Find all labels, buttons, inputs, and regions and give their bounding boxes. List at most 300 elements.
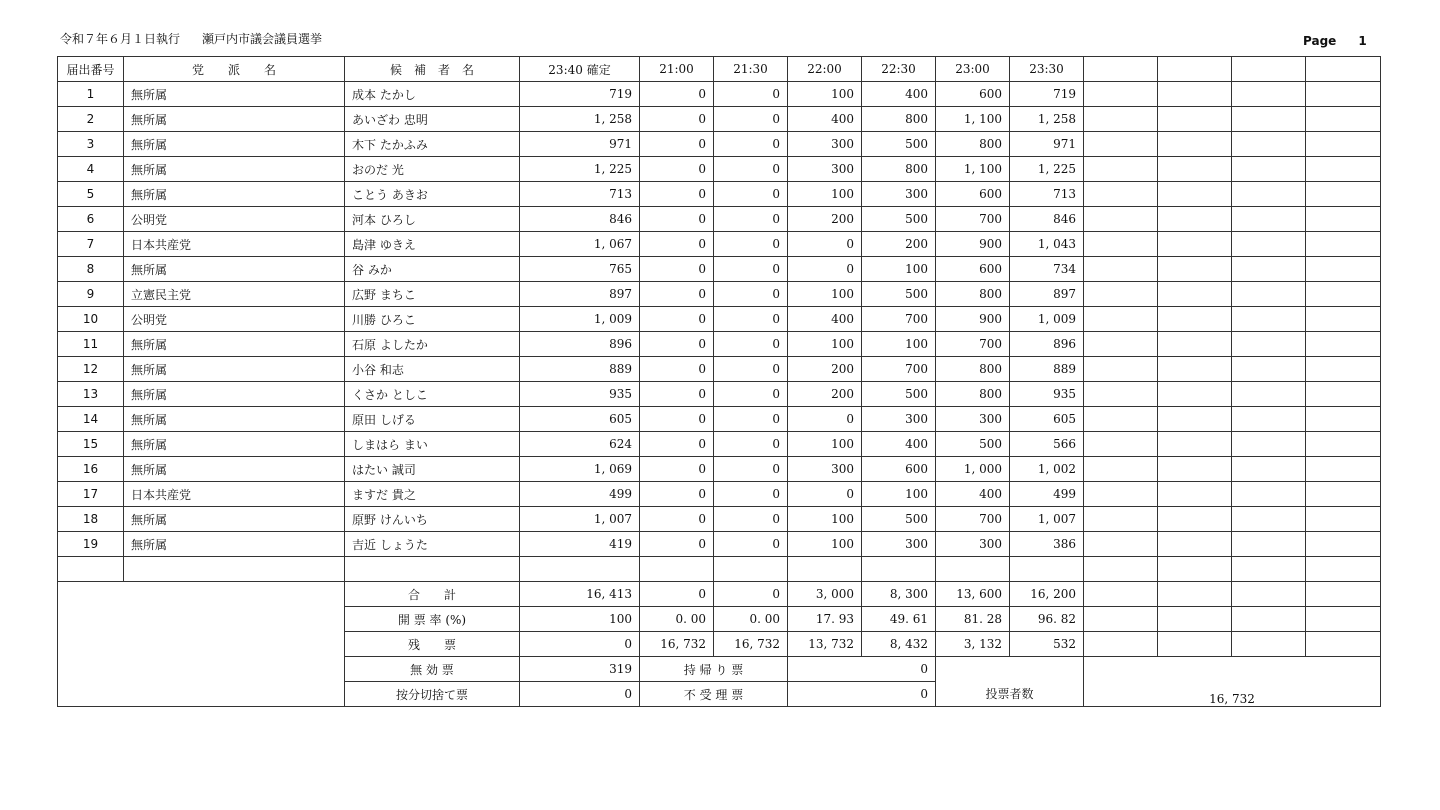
empty-cell: [1306, 357, 1381, 382]
empty-cell: [1232, 107, 1306, 132]
candidate-number: 12: [58, 357, 124, 382]
candidate-row: [58, 457, 1381, 482]
empty-cell: [1158, 532, 1232, 557]
invalid-label: 無 効 票: [345, 657, 520, 682]
page-label: Page: [1303, 34, 1337, 48]
empty-cell: [1158, 132, 1232, 157]
col-header-time: 21:00: [640, 57, 714, 82]
col-header-party: 党 派 名: [124, 57, 345, 82]
col-header-time: 23:00: [936, 57, 1010, 82]
vote-count: 0: [640, 282, 714, 307]
vote-count: 935: [520, 382, 640, 407]
empty-cell: [1084, 282, 1158, 307]
col-header-blank: [1306, 57, 1381, 82]
vote-count: 0: [640, 507, 714, 532]
empty-cell: [1232, 457, 1306, 482]
candidate-row: [58, 157, 1381, 182]
vote-count: 300: [862, 407, 936, 432]
empty-cell: [1084, 107, 1158, 132]
empty-cell: [1232, 182, 1306, 207]
candidate-number: 10: [58, 307, 124, 332]
vote-count: 0: [714, 182, 788, 207]
empty-cell: [1084, 132, 1158, 157]
empty-cell: [1306, 432, 1381, 457]
candidate-row: [58, 307, 1381, 332]
vote-count: 1, 225: [1010, 157, 1084, 182]
candidate-number: 2: [58, 107, 124, 132]
vote-count: 600: [936, 257, 1010, 282]
vote-count: 0: [714, 157, 788, 182]
empty-cell: [1232, 282, 1306, 307]
candidate-row: [58, 532, 1381, 557]
vote-count: 624: [520, 432, 640, 457]
takehome-value: 0: [788, 657, 936, 682]
empty-cell: [1306, 582, 1381, 607]
vote-count: 600: [936, 82, 1010, 107]
party-name: 無所属: [124, 357, 345, 382]
vote-count: 0: [640, 307, 714, 332]
summary-value: 13, 732: [788, 632, 862, 657]
empty-cell: [1158, 182, 1232, 207]
empty-cell: [1306, 632, 1381, 657]
vote-count: 713: [520, 182, 640, 207]
vote-count: 0: [714, 482, 788, 507]
summary-value: 532: [1010, 632, 1084, 657]
candidate-name: くさか としこ: [345, 382, 520, 407]
party-name: 無所属: [124, 182, 345, 207]
empty-row: [58, 557, 1381, 582]
candidate-name: しまはら まい: [345, 432, 520, 457]
candidate-name: ことう あきお: [345, 182, 520, 207]
vote-count: 200: [788, 357, 862, 382]
vote-count: 0: [640, 382, 714, 407]
empty-cell: [1306, 232, 1381, 257]
col-header-name: 候 補 者 名: [345, 57, 520, 82]
empty-cell: [1084, 607, 1158, 632]
candidate-name: 小谷 和志: [345, 357, 520, 382]
vote-count: 0: [714, 507, 788, 532]
vote-count: 100: [862, 482, 936, 507]
candidate-name: 谷 みか: [345, 257, 520, 282]
empty-cell: [1084, 332, 1158, 357]
vote-count: 300: [862, 532, 936, 557]
candidate-row: [58, 382, 1381, 407]
candidate-row: [58, 232, 1381, 257]
party-name: 無所属: [124, 532, 345, 557]
empty-cell: [1158, 457, 1232, 482]
empty-cell: [1306, 307, 1381, 332]
vote-count: 0: [714, 532, 788, 557]
empty-cell: [1084, 257, 1158, 282]
empty-cell: [1158, 607, 1232, 632]
vote-count: 719: [1010, 82, 1084, 107]
empty-cell: [1306, 107, 1381, 132]
summary-label: 残 票: [345, 632, 520, 657]
vote-count: 800: [862, 157, 936, 182]
empty-cell: [1158, 382, 1232, 407]
vote-count: 0: [640, 207, 714, 232]
vote-count: 900: [936, 232, 1010, 257]
candidate-number: 5: [58, 182, 124, 207]
empty-cell: [1232, 432, 1306, 457]
empty-cell: [1232, 507, 1306, 532]
vote-count: 800: [862, 107, 936, 132]
empty-cell: [1158, 482, 1232, 507]
candidate-number: 11: [58, 332, 124, 357]
vote-count: 0: [714, 207, 788, 232]
candidate-name: あいざわ 忠明: [345, 107, 520, 132]
vote-count: 100: [788, 507, 862, 532]
vote-count: 499: [520, 482, 640, 507]
candidate-row: [58, 507, 1381, 532]
empty-cell: [1306, 157, 1381, 182]
vote-count: 605: [1010, 407, 1084, 432]
empty-cell: [1084, 532, 1158, 557]
summary-value: 0. 00: [640, 607, 714, 632]
vote-count: 0: [640, 257, 714, 282]
vote-count: 300: [936, 407, 1010, 432]
vote-count: 0: [640, 457, 714, 482]
summary-value: 96. 82: [1010, 607, 1084, 632]
vote-count: 0: [714, 407, 788, 432]
vote-count: 300: [788, 132, 862, 157]
vote-count: 1, 007: [1010, 507, 1084, 532]
vote-count: 1, 002: [1010, 457, 1084, 482]
empty-cell: [1232, 332, 1306, 357]
vote-count: 0: [714, 132, 788, 157]
empty-cell: [1158, 257, 1232, 282]
party-name: 無所属: [124, 132, 345, 157]
summary-value: 0: [520, 632, 640, 657]
party-name: 無所属: [124, 157, 345, 182]
candidate-number: 14: [58, 407, 124, 432]
empty-cell: [1306, 407, 1381, 432]
empty-cell: [788, 557, 862, 582]
vote-count: 800: [936, 132, 1010, 157]
empty-cell: [1306, 82, 1381, 107]
empty-cell: [640, 557, 714, 582]
vote-count: 700: [936, 507, 1010, 532]
candidate-number: 15: [58, 432, 124, 457]
total-row: [58, 582, 1381, 607]
page-indicator: [1303, 34, 1367, 48]
vote-count: 0: [640, 357, 714, 382]
vote-count: 1, 225: [520, 157, 640, 182]
vote-count: 100: [788, 432, 862, 457]
empty-cell: [1232, 307, 1306, 332]
vote-count: 719: [520, 82, 640, 107]
candidate-name: 島津 ゆきえ: [345, 232, 520, 257]
vote-count: 0: [714, 457, 788, 482]
vote-count: 900: [936, 307, 1010, 332]
empty-cell: [1158, 332, 1232, 357]
vote-count: 0: [788, 407, 862, 432]
vote-count: 1, 069: [520, 457, 640, 482]
vote-count: 400: [936, 482, 1010, 507]
candidate-name: はたい 誠司: [345, 457, 520, 482]
candidate-number: 1: [58, 82, 124, 107]
empty-cell: [1010, 557, 1084, 582]
vote-count: 0: [788, 482, 862, 507]
candidate-number: 17: [58, 482, 124, 507]
vote-count: 100: [788, 332, 862, 357]
vote-count: 100: [862, 332, 936, 357]
candidate-row: [58, 182, 1381, 207]
empty-cell: [936, 557, 1010, 582]
vote-count: 0: [714, 382, 788, 407]
summary-value: 13, 600: [936, 582, 1010, 607]
empty-cell: [1158, 507, 1232, 532]
empty-cell: [1084, 182, 1158, 207]
vote-count: 896: [520, 332, 640, 357]
vote-count: 897: [1010, 282, 1084, 307]
vote-count: 1, 100: [936, 157, 1010, 182]
vote-count: 566: [1010, 432, 1084, 457]
vote-count: 0: [640, 407, 714, 432]
empty-cell: [1306, 182, 1381, 207]
invalid-value: 319: [520, 657, 640, 682]
candidate-row: [58, 107, 1381, 132]
candidate-row: [58, 407, 1381, 432]
vote-count: 0: [640, 82, 714, 107]
candidate-row: [58, 132, 1381, 157]
col-header-time: 23:40 確定: [520, 57, 640, 82]
empty-cell: [1232, 407, 1306, 432]
candidate-row: [58, 432, 1381, 457]
candidate-name: 木下 たかふみ: [345, 132, 520, 157]
summary-value: 0: [714, 582, 788, 607]
candidate-row: [58, 82, 1381, 107]
vote-count: 0: [788, 257, 862, 282]
vote-count: 0: [714, 332, 788, 357]
vote-count: 0: [788, 232, 862, 257]
empty-cell: [1084, 557, 1158, 582]
vote-count: 400: [862, 432, 936, 457]
empty-cell: [1158, 157, 1232, 182]
candidate-name: 原野 けんいち: [345, 507, 520, 532]
vote-count: 0: [714, 307, 788, 332]
empty-cell: [124, 557, 345, 582]
vote-count: 846: [520, 207, 640, 232]
vote-count: 100: [788, 532, 862, 557]
candidate-name: おのだ 光: [345, 157, 520, 182]
col-header-time: 21:30: [714, 57, 788, 82]
candidate-number: 16: [58, 457, 124, 482]
vote-count: 300: [788, 457, 862, 482]
candidate-name: 広野 まちこ: [345, 282, 520, 307]
vote-count: 0: [640, 232, 714, 257]
empty-cell: [1232, 132, 1306, 157]
vote-count: 200: [788, 382, 862, 407]
col-header-time: 23:30: [1010, 57, 1084, 82]
vote-count: 1, 258: [520, 107, 640, 132]
election-name: 瀬戸内市議会議員選挙: [202, 32, 323, 46]
vote-count: 700: [936, 207, 1010, 232]
summary-label: 開 票 率 (%): [345, 607, 520, 632]
empty-cell: [1306, 382, 1381, 407]
vote-count: 889: [1010, 357, 1084, 382]
empty-cell: [1158, 282, 1232, 307]
candidate-number: 13: [58, 382, 124, 407]
empty-cell: [1306, 482, 1381, 507]
summary-blank-area: [58, 582, 345, 707]
vote-count: 0: [714, 82, 788, 107]
vote-count: 0: [640, 107, 714, 132]
vote-count: 500: [862, 507, 936, 532]
summary-value: 81. 28: [936, 607, 1010, 632]
candidate-number: 7: [58, 232, 124, 257]
vote-count: 400: [788, 307, 862, 332]
candidate-number: 18: [58, 507, 124, 532]
empty-cell: [1084, 382, 1158, 407]
vote-count: 0: [640, 532, 714, 557]
takehome-label: 持 帰 り 票: [640, 657, 788, 682]
vote-count: 600: [862, 457, 936, 482]
party-name: 無所属: [124, 457, 345, 482]
candidate-number: 4: [58, 157, 124, 182]
candidate-row: [58, 207, 1381, 232]
vote-count: 1, 043: [1010, 232, 1084, 257]
empty-cell: [1084, 307, 1158, 332]
vote-count: 100: [788, 282, 862, 307]
proportional-label: 按分切捨て票: [345, 682, 520, 707]
empty-cell: [1306, 332, 1381, 357]
vote-count: 700: [936, 332, 1010, 357]
empty-cell: [58, 557, 124, 582]
vote-count: 1, 000: [936, 457, 1010, 482]
summary-value: 16, 732: [640, 632, 714, 657]
empty-cell: [1306, 207, 1381, 232]
col-header-no: 届出番号: [58, 57, 124, 82]
empty-cell: [1232, 532, 1306, 557]
candidate-name: 原田 しげる: [345, 407, 520, 432]
empty-cell: [1158, 632, 1232, 657]
vote-count: 700: [862, 357, 936, 382]
empty-cell: [1306, 457, 1381, 482]
vote-count: 0: [714, 107, 788, 132]
party-name: 立憲民主党: [124, 282, 345, 307]
empty-cell: [1158, 357, 1232, 382]
vote-count: 500: [862, 282, 936, 307]
vote-count: 1, 009: [520, 307, 640, 332]
vote-count: 1, 100: [936, 107, 1010, 132]
candidate-name: 川勝 ひろこ: [345, 307, 520, 332]
vote-count: 897: [520, 282, 640, 307]
party-name: 無所属: [124, 257, 345, 282]
empty-cell: [345, 557, 520, 582]
empty-cell: [1158, 407, 1232, 432]
vote-count: 605: [520, 407, 640, 432]
summary-value: 16, 732: [714, 632, 788, 657]
empty-cell: [1232, 632, 1306, 657]
candidate-number: 3: [58, 132, 124, 157]
vote-count: 0: [714, 432, 788, 457]
col-header-blank: [1158, 57, 1232, 82]
summary-value: 8, 432: [862, 632, 936, 657]
vote-count: 500: [862, 382, 936, 407]
empty-cell: [1084, 357, 1158, 382]
summary-value: 16, 200: [1010, 582, 1084, 607]
page-number: 1: [1358, 34, 1367, 48]
empty-cell: [1158, 307, 1232, 332]
vote-count: 0: [714, 282, 788, 307]
vote-count: 800: [936, 282, 1010, 307]
empty-cell: [1158, 582, 1232, 607]
col-header-blank: [1084, 57, 1158, 82]
empty-cell: [1084, 432, 1158, 457]
empty-cell: [1232, 157, 1306, 182]
empty-cell: [1306, 557, 1381, 582]
summary-value: 8, 300: [862, 582, 936, 607]
empty-cell: [1084, 82, 1158, 107]
vote-count: 800: [936, 382, 1010, 407]
vote-count: 0: [640, 182, 714, 207]
summary-value: 17. 93: [788, 607, 862, 632]
candidate-row: [58, 282, 1381, 307]
empty-cell: [1306, 257, 1381, 282]
col-header-time: 22:30: [862, 57, 936, 82]
unaccepted-value: 0: [788, 682, 936, 707]
vote-count: 971: [520, 132, 640, 157]
empty-cell: [1084, 632, 1158, 657]
empty-cell: [1232, 582, 1306, 607]
empty-cell: [1232, 357, 1306, 382]
party-name: 無所属: [124, 382, 345, 407]
party-name: 日本共産党: [124, 482, 345, 507]
empty-cell: [1232, 82, 1306, 107]
vote-count: 1, 258: [1010, 107, 1084, 132]
candidate-number: 9: [58, 282, 124, 307]
header-row: [58, 57, 1381, 82]
vote-count: 971: [1010, 132, 1084, 157]
candidate-name: ますだ 貴之: [345, 482, 520, 507]
vote-count: 1, 007: [520, 507, 640, 532]
candidate-name: 吉近 しょうた: [345, 532, 520, 557]
empty-cell: [520, 557, 640, 582]
vote-count: 0: [640, 332, 714, 357]
party-name: 無所属: [124, 107, 345, 132]
vote-count: 100: [788, 82, 862, 107]
candidate-name: 石原 よしたか: [345, 332, 520, 357]
empty-cell: [1306, 607, 1381, 632]
party-name: 無所属: [124, 82, 345, 107]
vote-count: 200: [788, 207, 862, 232]
party-name: 無所属: [124, 432, 345, 457]
vote-count: 800: [936, 357, 1010, 382]
empty-cell: [1084, 232, 1158, 257]
vote-count: 765: [520, 257, 640, 282]
summary-label: 合 計: [345, 582, 520, 607]
summary-value: 3, 132: [936, 632, 1010, 657]
empty-cell: [1232, 557, 1306, 582]
vote-count: 200: [862, 232, 936, 257]
summary-value: 0. 00: [714, 607, 788, 632]
vote-count: 400: [788, 107, 862, 132]
empty-cell: [1306, 532, 1381, 557]
vote-count: 300: [862, 182, 936, 207]
vote-count: 100: [862, 257, 936, 282]
summary-value: 0: [640, 582, 714, 607]
empty-cell: [1158, 107, 1232, 132]
candidate-number: 8: [58, 257, 124, 282]
vote-count: 846: [1010, 207, 1084, 232]
vote-count: 400: [862, 82, 936, 107]
candidate-name: 河本 ひろし: [345, 207, 520, 232]
empty-cell: [1084, 482, 1158, 507]
party-name: 無所属: [124, 407, 345, 432]
empty-cell: [1232, 232, 1306, 257]
empty-cell: [1158, 207, 1232, 232]
